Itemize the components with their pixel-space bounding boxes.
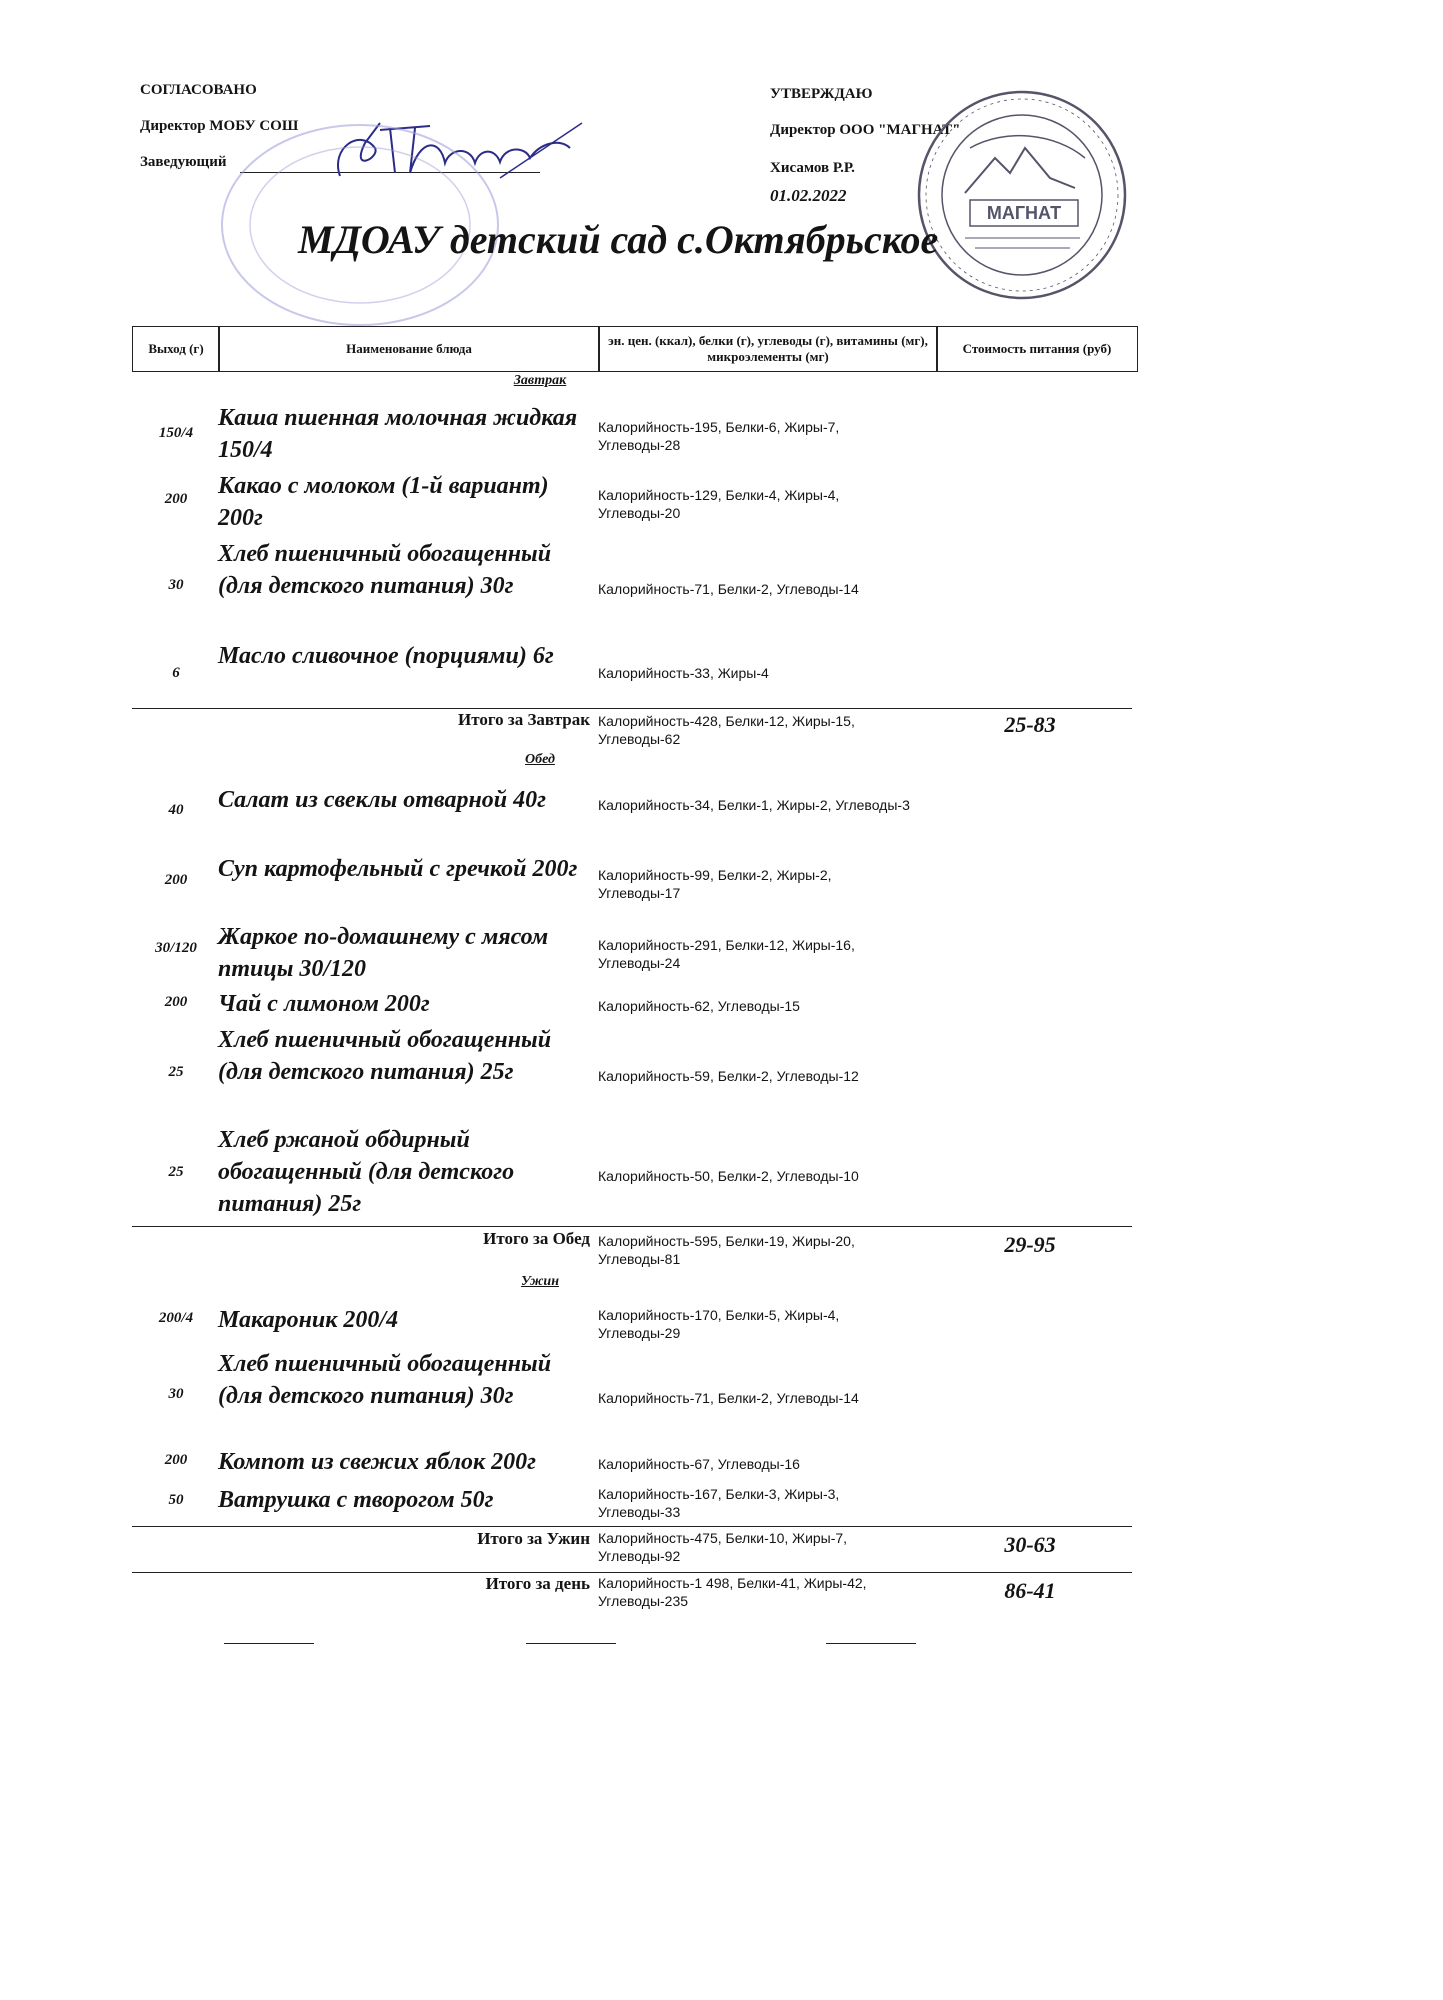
signature-line-1 (224, 1643, 314, 1644)
dinner-item-2-yield: 30 (168, 1386, 184, 1402)
page-title: МДОАУ детский сад с.Октябрьское (298, 217, 939, 262)
company-stamp-seal (915, 88, 1130, 303)
section-title-dinner: Ужин (521, 1274, 559, 1289)
stamp-brand-text: МАГНАТ (986, 203, 1062, 223)
dinner-item-2-dish: Хлеб пшеничный обогащенный (для детского питания) 30г (218, 1351, 552, 1409)
dinner-item-4-dish: Ватрушка с творогом 50г (218, 1487, 494, 1513)
column-header-dish: Наименование блюда (218, 326, 600, 372)
dinner-item-4-yield: 50 (168, 1492, 184, 1508)
approval-date: 01.02.2022 (770, 186, 847, 205)
lunch-item-6-nutrition: Калорийность-50, Белки-2, Углеводы-10 (598, 1168, 859, 1184)
signature-line-2 (526, 1643, 616, 1644)
breakfast-item-4-yield: 6 (172, 665, 180, 681)
lunch-item-5-nutrition: Калорийность-59, Белки-2, Углеводы-12 (598, 1068, 859, 1084)
breakfast-item-2-dish: Какао с молоком (1-й вариант) 200г (218, 473, 549, 531)
approve-label: УТВЕРЖДАЮ (770, 86, 873, 102)
dinner-item-2-nutrition: Калорийность-71, Белки-2, Углеводы-14 (598, 1390, 859, 1406)
dinner-item-1-dish: Макароник 200/4 (218, 1307, 399, 1333)
lunch-item-5-yield: 25 (168, 1064, 184, 1080)
breakfast-item-3-dish: Хлеб пшеничный обогащенный (для детского питания) 30г (218, 541, 552, 599)
left-director-label: Директор МОБУ СОШ (140, 118, 299, 134)
breakfast-item-2-yield: 200 (164, 491, 188, 507)
breakfast-item-4-dish: Масло сливочное (порциями) 6г (218, 643, 554, 669)
breakfast-total-nutrition: Калорийность-428, Белки-12, Жиры-15, Углеводы-62 (598, 713, 855, 747)
lunch-item-6-yield: 25 (168, 1164, 184, 1180)
breakfast-item-1-nutrition: Калорийность-195, Белки-6, Жиры-7, Углеводы-28 (598, 419, 840, 453)
day-total-nutrition: Калорийность-1 498, Белки-41, Жиры-42, Углеводы-235 (598, 1575, 867, 1609)
lunch-item-2-yield: 200 (164, 872, 188, 888)
right-signer-name: Хисамов Р.Р. (770, 160, 855, 176)
section-title-lunch: Обед (525, 752, 555, 767)
lunch-item-1-nutrition: Калорийность-34, Белки-1, Жиры-2, Углеводы-3 (598, 797, 910, 813)
dinner-total-rule (132, 1526, 1132, 1527)
lunch-total-nutrition: Калорийность-595, Белки-19, Жиры-20, Углеводы-81 (598, 1233, 855, 1267)
lunch-item-2-dish: Суп картофельный с гречкой 200г (218, 856, 578, 882)
lunch-total-rule (132, 1226, 1132, 1227)
breakfast-item-1-dish: Каша пшенная молочная жидкая 150/4 (218, 405, 578, 463)
dinner-item-3-nutrition: Калорийность-67, Углеводы-16 (598, 1456, 800, 1472)
breakfast-item-3-yield: 30 (168, 577, 184, 593)
lunch-item-4-nutrition: Калорийность-62, Углеводы-15 (598, 998, 800, 1014)
lunch-total-cost: 29-95 (1004, 1232, 1056, 1257)
lunch-item-5-dish: Хлеб пшеничный обогащенный (для детского питания) 25г (218, 1027, 552, 1085)
column-header-yield: Выход (г) (132, 326, 220, 372)
lunch-item-4-yield: 200 (164, 994, 188, 1010)
lunch-item-3-nutrition: Калорийность-291, Белки-12, Жиры-16, Углеводы-24 (598, 937, 855, 971)
head-label: Заведующий (140, 154, 227, 170)
lunch-item-4-dish: Чай с лимоном 200г (218, 991, 430, 1017)
dinner-total-label: Итого за Ужин (477, 1529, 590, 1548)
dinner-total-nutrition: Калорийность-475, Белки-10, Жиры-7, Углеводы-92 (598, 1530, 848, 1564)
day-total-cost: 86-41 (1004, 1578, 1056, 1603)
lunch-total-label: Итого за Обед (483, 1229, 590, 1248)
lunch-item-2-nutrition: Калорийность-99, Белки-2, Жиры-2, Углеводы-17 (598, 867, 832, 901)
breakfast-item-2-nutrition: Калорийность-129, Белки-4, Жиры-4, Углеводы-20 (598, 487, 840, 521)
breakfast-total-label: Итого за Завтрак (457, 710, 590, 729)
dinner-total-cost: 30-63 (1004, 1532, 1056, 1557)
breakfast-total-rule (132, 708, 1132, 709)
column-header-cost: Стоимость питания (руб) (936, 326, 1138, 372)
breakfast-item-3-nutrition: Калорийность-71, Белки-2, Углеводы-14 (598, 581, 859, 597)
dinner-item-1-yield: 200/4 (158, 1310, 194, 1326)
right-director-label: Директор ООО "МАГНАТ" (770, 122, 961, 138)
lunch-item-6-dish: Хлеб ржаной обдирный обогащенный (для детского питания) 25г (218, 1127, 515, 1217)
lunch-item-1-yield: 40 (168, 802, 184, 818)
dinner-item-4-nutrition: Калорийность-167, Белки-3, Жиры-3, Углеводы-33 (598, 1486, 840, 1520)
day-total-rule (132, 1572, 1132, 1573)
dinner-item-3-dish: Компот из свежих яблок 200г (218, 1449, 537, 1475)
lunch-item-3-yield: 30/120 (155, 940, 197, 956)
dinner-item-1-nutrition: Калорийность-170, Белки-5, Жиры-4, Углеводы-29 (598, 1307, 840, 1341)
breakfast-total-cost: 25-83 (1004, 712, 1056, 737)
lunch-item-1-dish: Салат из свеклы отварной 40г (218, 787, 546, 813)
signature-line-3 (826, 1643, 916, 1644)
column-header-nutrition: эн. цен. (ккал), белки (г), углеводы (г), витамины (мг), микроэлементы (мг) (598, 326, 938, 372)
dinner-item-3-yield: 200 (164, 1452, 188, 1468)
approved-label: СОГЛАСОВАНО (140, 82, 257, 98)
day-total-label: Итого за день (485, 1574, 590, 1593)
lunch-item-3-dish: Жаркое по-домашнему с мясом птицы 30/120 (218, 924, 549, 982)
section-title-breakfast: Завтрак (513, 373, 567, 388)
breakfast-item-4-nutrition: Калорийность-33, Жиры-4 (598, 665, 769, 681)
breakfast-item-1-yield: 150/4 (158, 425, 194, 441)
